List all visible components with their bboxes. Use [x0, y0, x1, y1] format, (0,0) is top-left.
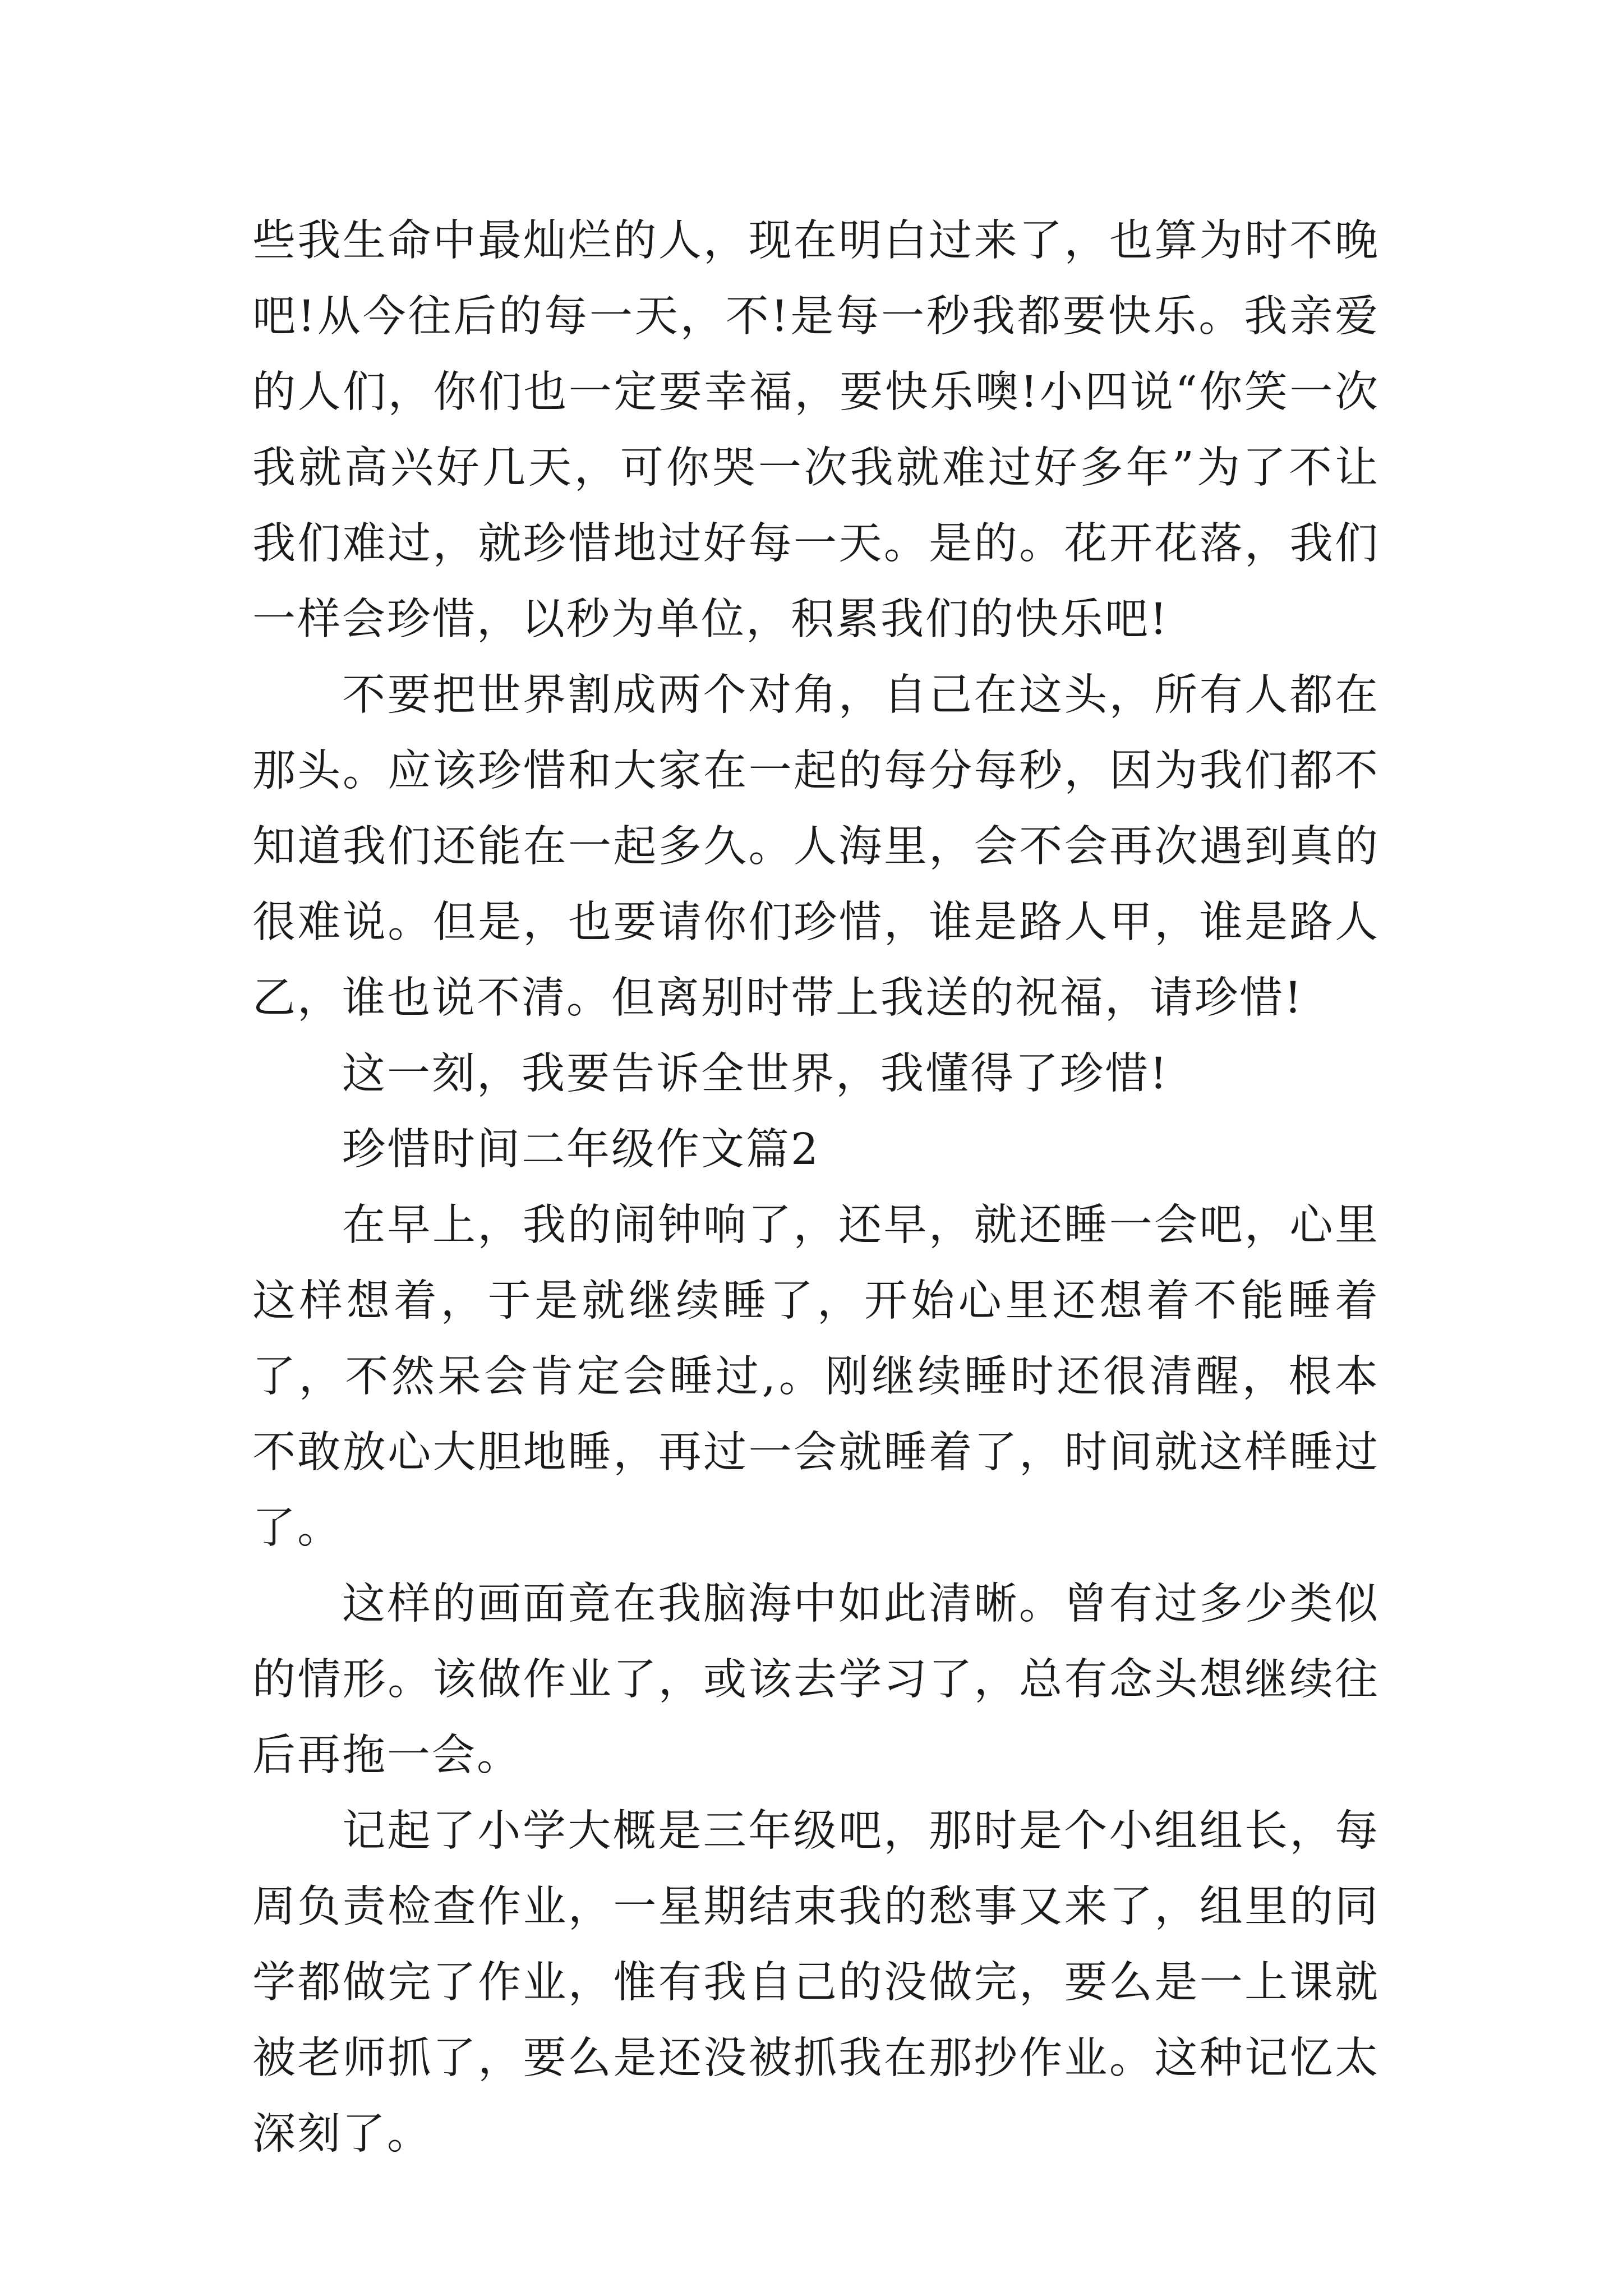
paragraph-6: 记起了小学大概是三年级吧，那时是个小组组长，每周负责检查作业，一星期结束我的愁事又来了，组里的同学都做完了作业，惟有我自己的没做完，要么是一上课就被老师抓了，要么是还没被抓我在那抄作业。这种记忆太深刻了。 — [252, 1806, 1380, 2159]
section-heading: 珍惜时间二年级作文篇2 — [342, 1125, 820, 1175]
paragraph-4: 在早上，我的闹钟响了，还早，就还睡一会吧，心里这样想着，于是就继续睡了，开始心里还想着不能睡着了，不然呆会肯定会睡过,。刚继续睡时还很清醒，根本不敢放心大胆地睡，再过一会就睡着了，时间就这样睡过了。 — [252, 1200, 1380, 1553]
paragraph-2: 不要把世界割成两个对角，自己在这头，所有人都在那头。应该珍惜和大家在一起的每分每秒，因为我们都不知道我们还能在一起多久。人海里，会不会再次遇到真的很难说。但是，也要请你们珍惜，谁是路人甲，谁是路人乙，谁也说不清。但离别时带上我送的祝福，请珍惜! — [252, 670, 1380, 1023]
paragraph-5: 这样的画面竟在我脑海中如此清晰。曾有过多少类似的情形。该做作业了，或该去学习了，总有念头想继续往后再拖一会。 — [252, 1579, 1380, 1780]
paragraph-1: 些我生命中最灿烂的人，现在明白过来了，也算为时不晚吧!从今往后的每一天，不!是每一秒我都要快乐。我亲爱的人们，你们也一定要幸福，要快乐噢!小四说“你笑一次我就高兴好几天，可你哭一次我就难过好多年”为了不让我们难过，就珍惜地过好每一天。是的。花开花落，我们一样会珍惜，以秒为单位，积累我们的快乐吧! — [252, 216, 1380, 645]
document-body — [252, 203, 1380, 2172]
paragraph-3: 这一刻，我要告诉全世界，我懂得了珍惜! — [342, 1049, 1169, 1099]
